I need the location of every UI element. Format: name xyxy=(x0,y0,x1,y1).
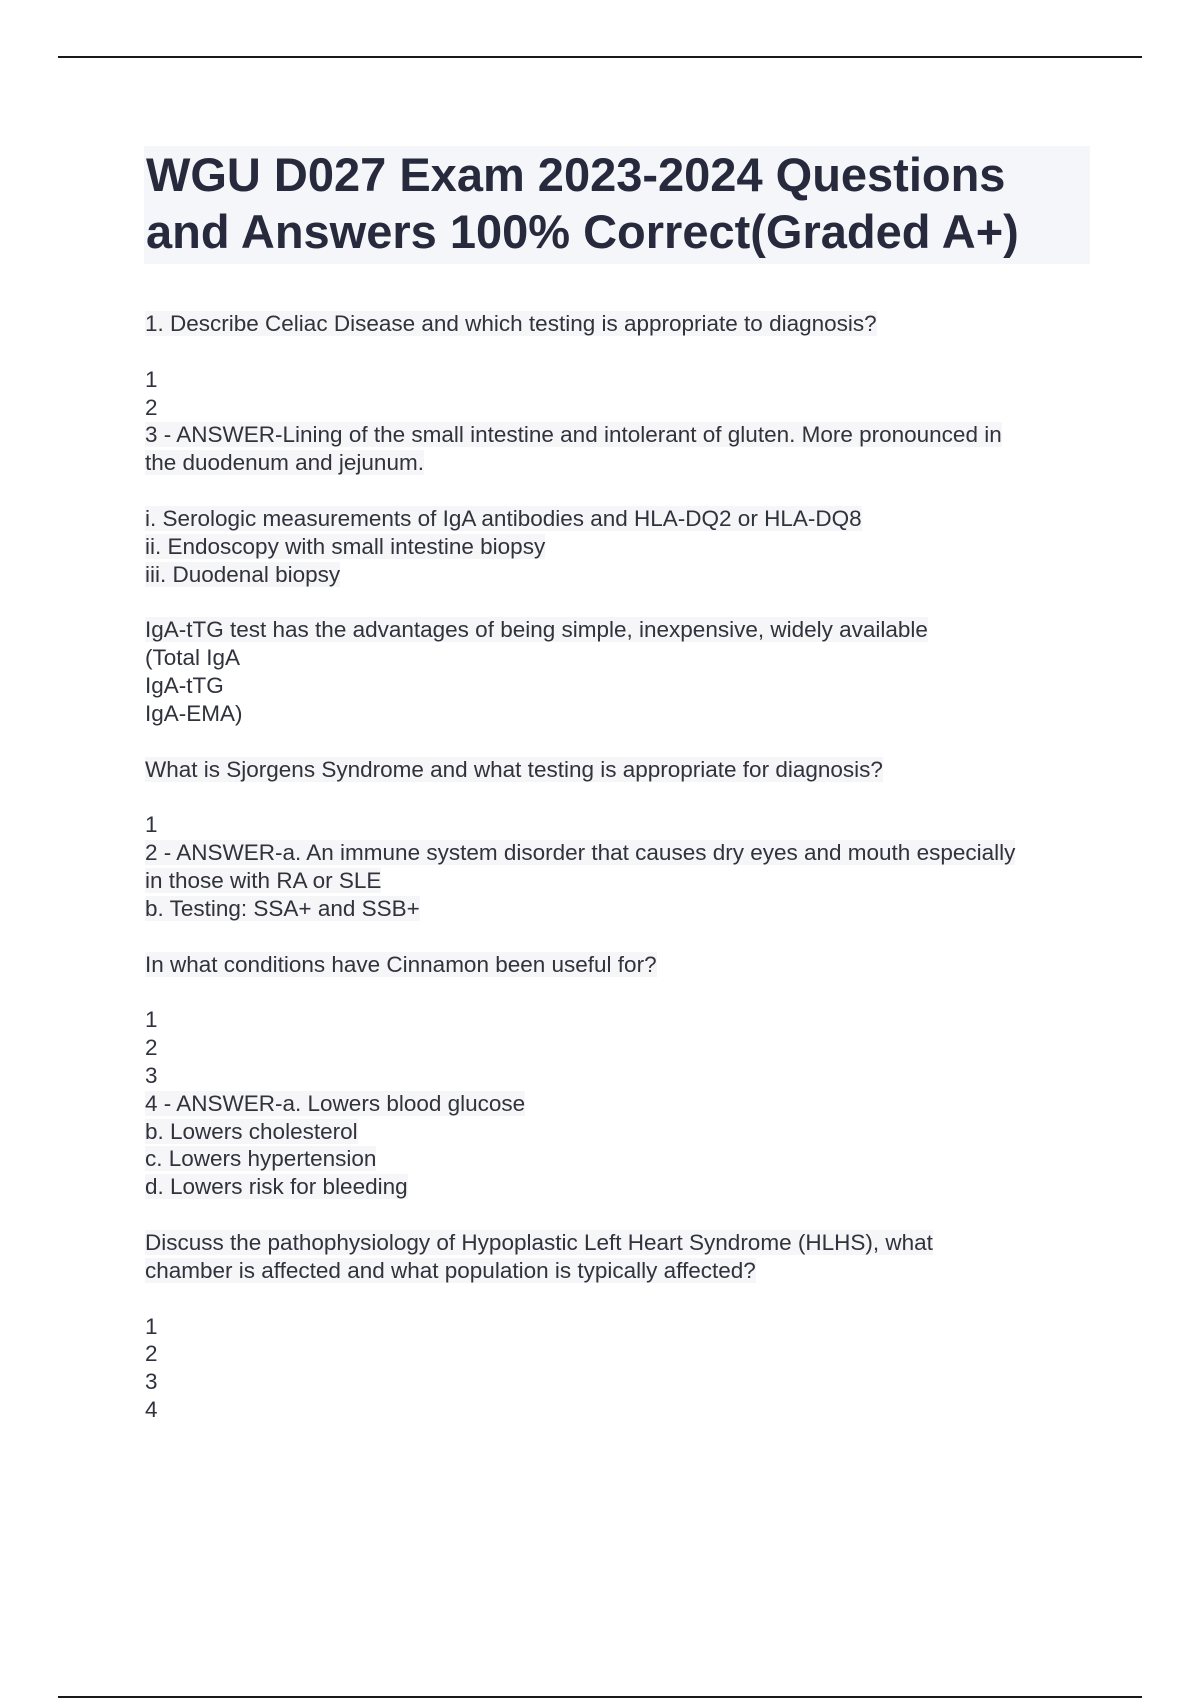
list-number: 1 xyxy=(145,812,158,838)
answer-line: b. Testing: SSA+ and SSB+ xyxy=(145,895,420,921)
question-4: chamber is affected and what population is typically affected? xyxy=(145,1257,756,1283)
top-rule xyxy=(58,56,1142,58)
list-number: 4 xyxy=(145,1396,158,1422)
list-number: 1 xyxy=(145,1007,158,1033)
bottom-rule xyxy=(58,1696,1142,1698)
answer-line: in those with RA or SLE xyxy=(145,867,382,893)
test-item: iii. Duodenal biopsy xyxy=(145,561,341,587)
iga-line: (Total IgA xyxy=(145,645,241,671)
list-number: 3 xyxy=(145,1062,158,1088)
test-item: ii. Endoscopy with small intestine biopsy xyxy=(145,533,546,559)
answer-line: b. Lowers cholesterol xyxy=(145,1118,358,1144)
list-number: 2 xyxy=(145,1035,158,1061)
question-1: 1. Describe Celiac Disease and which testing is appropriate to diagnosis? xyxy=(145,311,877,336)
question-2: What is Sjorgens Syndrome and what testing is appropriate for diagnosis? xyxy=(145,756,883,782)
question-3: In what conditions have Cinnamon been useful for? xyxy=(145,951,657,977)
list-number: 2 xyxy=(145,394,158,420)
answer-line: d. Lowers risk for bleeding xyxy=(145,1174,408,1200)
document-body xyxy=(145,310,1090,1424)
answer-line: c. Lowers hypertension xyxy=(145,1146,377,1172)
list-number: 1 xyxy=(145,1313,158,1339)
test-item: i. Serologic measurements of IgA antibodies and HLA-DQ2 or HLA-DQ8 xyxy=(145,505,862,531)
question-4: Discuss the pathophysiology of Hypoplastic Left Heart Syndrome (HLHS), what xyxy=(145,1229,933,1255)
list-number: 2 xyxy=(145,1341,158,1367)
title-line: and Answers 100% Correct(Graded A+) xyxy=(146,205,1019,258)
answer-line: the duodenum and jejunum. xyxy=(145,450,424,476)
iga-line: IgA-EMA) xyxy=(145,700,243,726)
document-title xyxy=(144,146,1090,264)
answer-line: 2 - ANSWER-a. An immune system disorder that causes dry eyes and mouth especially xyxy=(145,840,1016,866)
iga-line: IgA-tTG test has the advantages of being simple, inexpensive, widely available xyxy=(145,617,928,643)
answer-line: 3 - ANSWER-Lining of the small intestine and intolerant of gluten. More pronounced in xyxy=(145,422,1002,448)
answer-line: 4 - ANSWER-a. Lowers blood glucose xyxy=(145,1090,526,1116)
title-line: WGU D027 Exam 2023-2024 Questions xyxy=(146,148,1006,201)
iga-line: IgA-tTG xyxy=(145,672,224,698)
list-number: 3 xyxy=(145,1369,158,1395)
list-number: 1 xyxy=(145,366,158,392)
